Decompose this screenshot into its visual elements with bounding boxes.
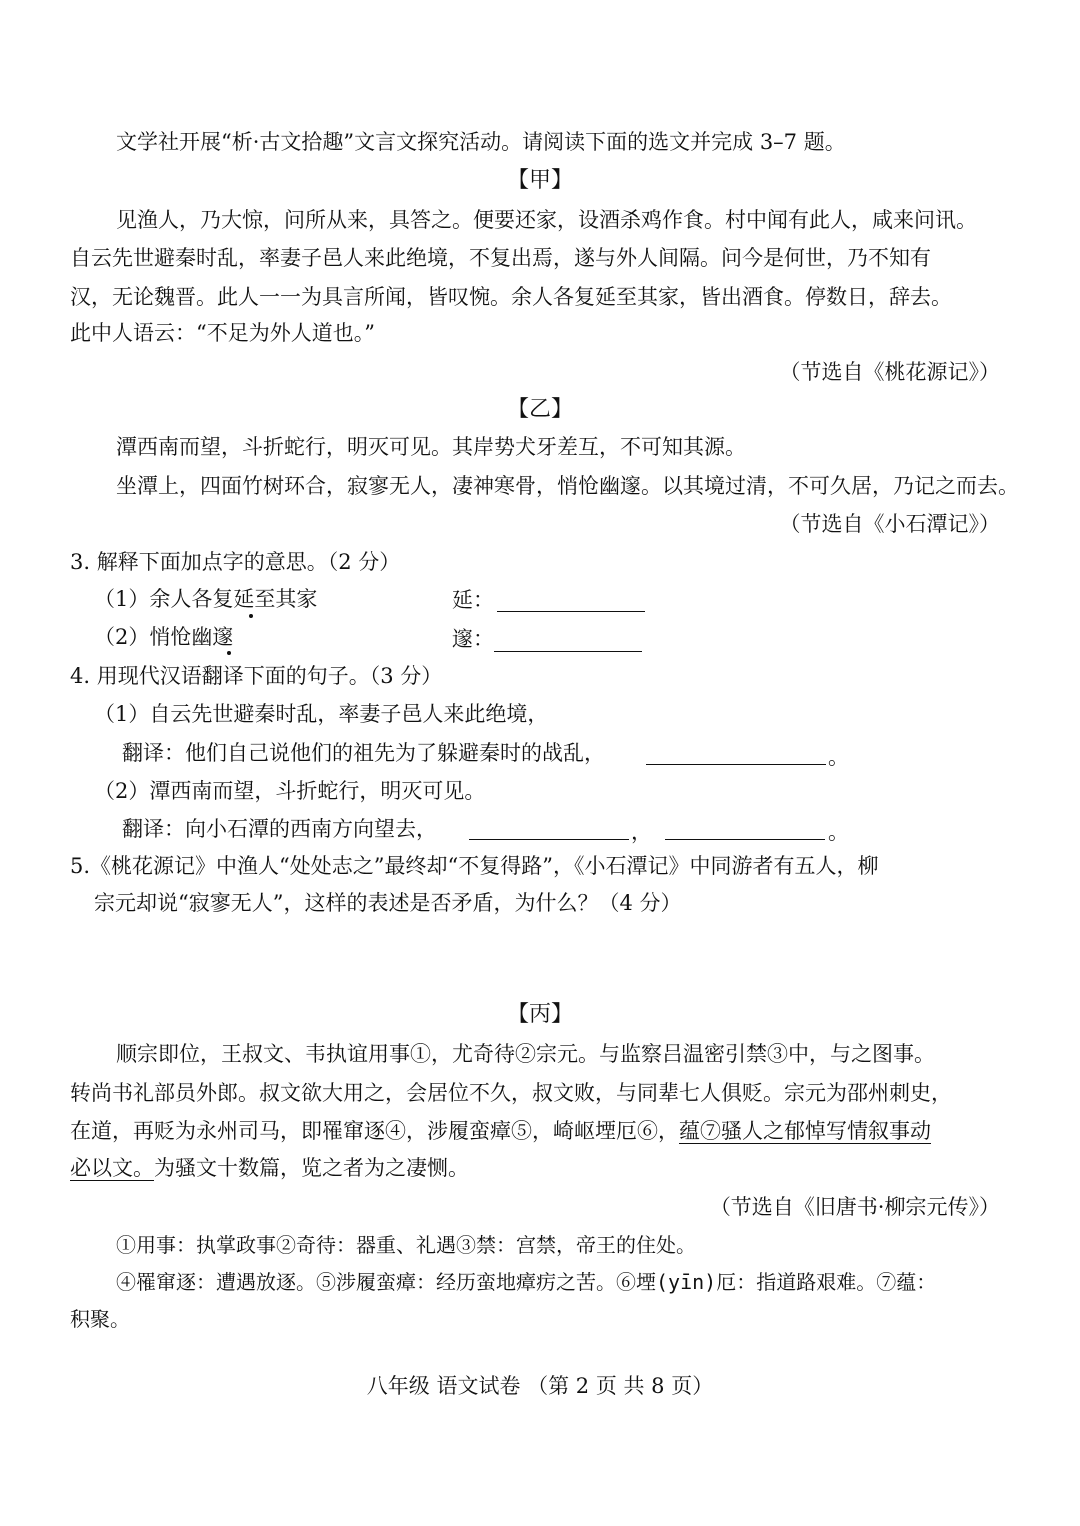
q3-item2-label: 邃：	[452, 627, 494, 651]
q3-item2: （2）悄怆幽邃	[94, 625, 234, 649]
bing-line	[70, 1118, 931, 1144]
underlined-sentence: 必以文。	[70, 1156, 154, 1180]
jia-line: 汉，无论魏晋。此人一一为具言所闻，皆叹惋。余人各复延至其家，皆出酒食。停数日，辞去。	[70, 285, 952, 309]
jia-source: （节选自《桃花源记》）	[779, 360, 1000, 384]
jia-line: 自云先世避秦时乱，率妻子邑人来此绝境，不复出焉，遂与外人间隔。问今是何世，乃不知有	[70, 246, 931, 270]
q4-translation1: 翻译：他们自己说他们的祖先为了躲避秦时的战乱，	[122, 741, 605, 765]
q4-trans2-comma: ，	[631, 820, 652, 844]
answer-blank[interactable]	[469, 839, 629, 840]
q4-title: 4. 用现代汉语翻译下面的句子。（3 分）	[70, 664, 443, 688]
q4-translation2: 翻译：向小石潭的西南方向望去，	[122, 817, 437, 841]
bing-line: 转尚书礼部员外郎。叔文欲大用之，会居位不久，叔文败，与同辈七人俱贬。宗元为邵州刺史，	[70, 1081, 952, 1105]
answer-blank[interactable]	[665, 839, 825, 840]
answer-blank[interactable]	[494, 651, 642, 652]
yi-source: （节选自《小石潭记》）	[779, 512, 1000, 536]
q4-item2: （2）潭西南而望，斗折蛇行，明灭可见。	[94, 779, 486, 803]
q4-trans2-end: 。	[828, 820, 849, 844]
q3-item1: （1）余人各复延至其家	[94, 587, 318, 611]
underlined-sentence: 蕴⑦骚人之郁悼写情叙事动	[679, 1119, 931, 1143]
jia-line: 见渔人，乃大惊，问所从来，具答之。便要还家，设酒杀鸡作食。村中闻有此人，咸来问讯。	[116, 208, 977, 232]
yi-line: 潭西南而望，斗折蛇行，明灭可见。其岸势犬牙差互，不可知其源。	[116, 435, 746, 459]
bing-line4-text: 为骚文十数篇，览之者为之凄恻。	[154, 1156, 469, 1180]
yi-line: 坐潭上，四面竹树环合，寂寥无人，凄神寒骨，悄怆幽邃。以其境过清，不可久居，乃记之而去。	[116, 474, 1019, 498]
q4-item1: （1）自云先世避秦时乱，率妻子邑人来此绝境，	[94, 702, 549, 726]
bing-line3-text: 在道，再贬为永州司马，即罹窜逐④，涉履蛮瘴⑤，崎岖堙厄⑥，	[70, 1119, 679, 1143]
intro-text: 文学社开展“析·古文拾趣”文言文探究活动。请阅读下面的选文并完成 3–7 题。	[116, 130, 846, 154]
jia-line: 此中人语云：“不足为外人道也。”	[70, 321, 375, 345]
q4-trans1-end: 。	[828, 745, 849, 769]
footnote-line: ④罹窜逐：遭遇放逐。⑤涉履蛮瘴：经历蛮地瘴疠之苦。⑥堙(yīn)厄：指道路艰难。⑦蕴：	[116, 1270, 937, 1294]
bing-heading: 【丙】	[506, 1002, 573, 1027]
q3-title: 3. 解释下面加点字的意思。（2 分）	[70, 550, 401, 574]
bing-line	[70, 1155, 469, 1181]
jia-heading: 【甲】	[506, 168, 573, 193]
q5-line: 宗元却说“寂寥无人”，这样的表述是否矛盾，为什么？（4 分）	[94, 891, 682, 915]
bing-source: （节选自《旧唐书·柳宗元传》）	[709, 1195, 1000, 1219]
page-footer: 八年级 语文试卷 （第 2 页 共 8 页）	[366, 1374, 714, 1398]
bing-line: 顺宗即位，王叔文、韦执谊用事①，尤奇待②宗元。与监察吕温密引禁③中，与之图事。	[116, 1042, 935, 1066]
emphasis-dot	[249, 614, 253, 618]
answer-blank[interactable]	[497, 611, 645, 612]
q3-item1-label: 延：	[452, 588, 494, 612]
footnote-line: ①用事：执掌政事②奇待：器重、礼遇③禁：宫禁，帝王的住处。	[116, 1233, 696, 1257]
q5-line: 5.《桃花源记》中渔人“处处志之”最终却“不复得路”，《小石潭记》中同游者有五人，柳	[70, 854, 879, 878]
yi-heading: 【乙】	[506, 397, 573, 422]
answer-blank[interactable]	[646, 764, 826, 765]
footnote-line: 积聚。	[70, 1307, 130, 1331]
emphasis-dot	[227, 651, 231, 655]
